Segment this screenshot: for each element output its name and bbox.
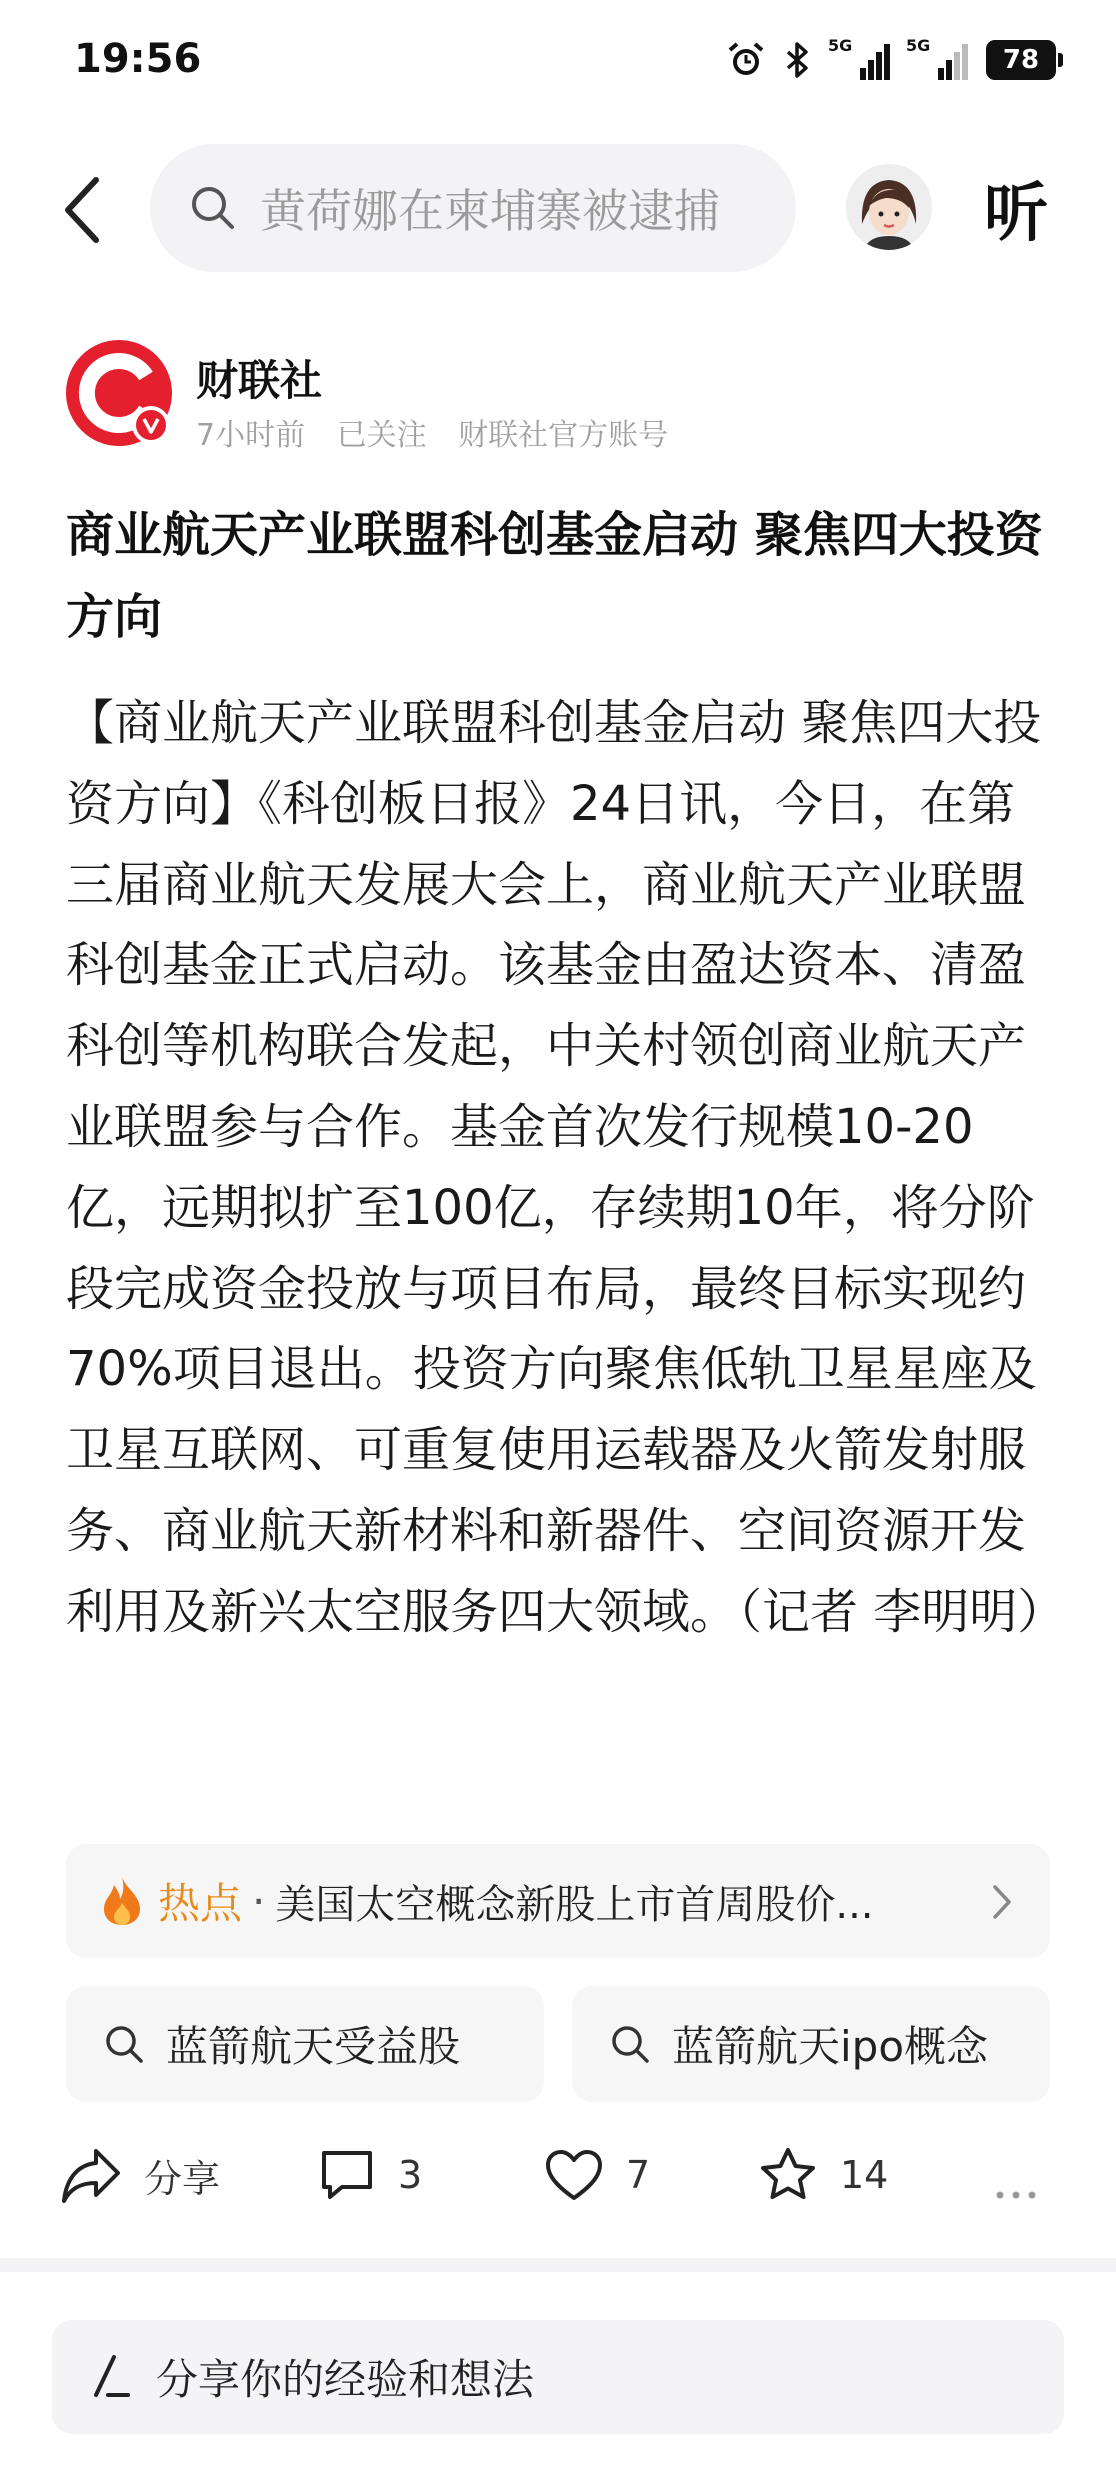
like-count: 7 [626,2153,651,2197]
search-icon [188,183,238,233]
share-button[interactable] [60,2140,220,2210]
fire-icon [100,1875,144,1927]
network-type-1: 5G [828,36,853,55]
hot-label: 热点 [158,1879,243,1928]
avatar-illustration-icon [846,164,932,250]
like-button[interactable] [544,2140,650,2210]
share-icon [60,2145,122,2205]
comment-button[interactable] [318,2140,422,2210]
hot-topic-text: 美国太空概念新股上市首周股价... [275,1881,874,1928]
search-icon [102,2022,146,2066]
author-logo-icon[interactable] [66,340,172,446]
more-dots-icon [994,2189,1038,2201]
alarm-icon [726,40,766,80]
comment-input[interactable] [52,2320,1064,2434]
signal-icon [828,36,890,80]
search-icon [608,2022,652,2066]
search-input[interactable] [150,144,796,272]
top-nav [0,140,1116,280]
network-type-2: 5G [906,36,931,55]
status-icons [726,36,1056,80]
related-search-text: 蓝箭航天受益股 [166,2022,461,2071]
chevron-right-icon [990,1882,1014,1922]
status-bar [0,0,1116,130]
heart-icon [544,2148,604,2202]
star-icon [758,2146,818,2204]
comment-placeholder: 分享你的经验和想法 [156,2355,535,2404]
user-avatar[interactable] [846,164,932,250]
back-arrow-icon[interactable] [50,170,120,250]
follow-status[interactable]: 已关注 [336,418,427,453]
bluetooth-icon [784,40,812,80]
more-options-button[interactable] [994,2160,1038,2230]
article-body: 【商业航天产业联盟科创基金启动 聚焦四大投资方向】《科创板日报》24日讯，今日，在第三届商业航天发展大会上，商业航天产业联盟科创基金正式启动。该基金由盈达资本、清盈科创等机构联合发起，中关村领创商业航天产业联盟参与合作。基金首次发行规模10-20亿，远期拟扩至100亿，存续期10年，将分阶段完成资金投放与项目布局，最终目标实现约70%项目退出。投资方向聚焦低轨卫星星座及卫星互联网、可重复使用运载器及火箭发射服务、商业航天新材料和新器件、空间资源开发利用及新兴太空服务四大领域。（记者 李明明） [66,695,1066,1640]
pen-icon [88,2353,132,2401]
related-search-chip[interactable] [572,1986,1050,2102]
status-time: 19:56 [74,36,202,82]
action-bar [0,2130,1116,2220]
author-header [66,340,1066,460]
signal-icon-2 [906,36,968,80]
battery-icon: 78 [986,40,1056,80]
share-label: 分享 [144,2156,221,2201]
post-time: 7小时前 [196,418,306,453]
section-divider [0,2258,1116,2272]
hot-separator: · [252,1876,266,1926]
author-description: 财联社官方账号 [458,418,669,453]
favorite-count: 14 [840,2153,889,2197]
author-name[interactable]: 财联社 [196,356,323,405]
comment-icon [318,2147,376,2203]
comment-count: 3 [398,2153,423,2197]
related-search-chip[interactable] [66,1986,544,2102]
hot-topic-card[interactable] [66,1844,1050,1958]
favorite-button[interactable] [758,2140,888,2210]
listen-button[interactable]: 听 [984,177,1048,251]
related-search-text: 蓝箭航天ipo概念 [672,2022,989,2071]
article-title: 商业航天产业联盟科创基金启动 聚焦四大投资方向 [66,507,1043,645]
search-placeholder: 黄荷娜在柬埔寨被逮捕 [260,184,720,238]
author-meta [196,410,690,454]
